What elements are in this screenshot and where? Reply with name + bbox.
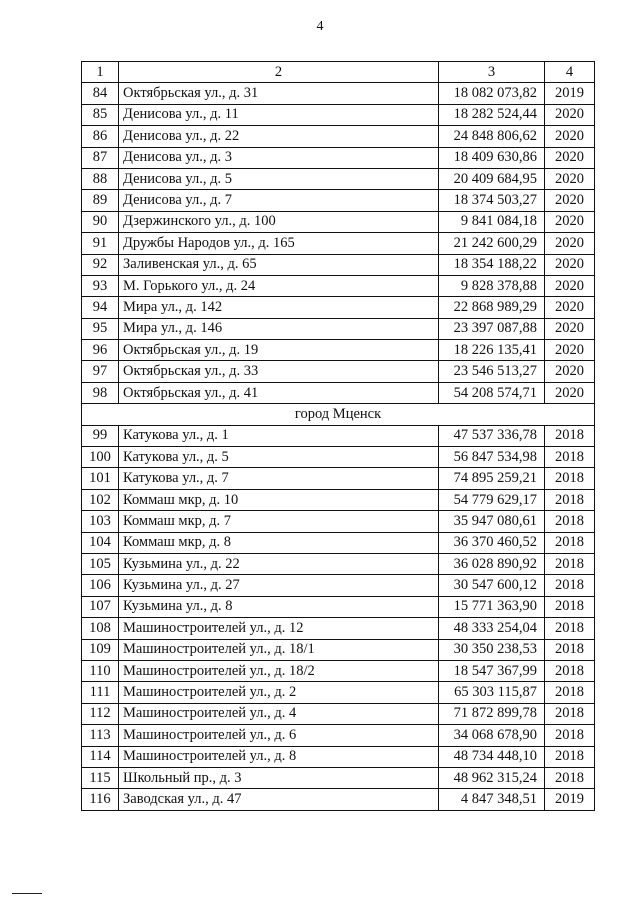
table-row <box>82 233 595 254</box>
year-cell: 2018 <box>545 746 595 767</box>
year-cell: 2020 <box>545 361 595 382</box>
row-number: 89 <box>82 190 119 211</box>
row-number: 84 <box>82 83 119 104</box>
address-cell: Октябрьская ул., д. 33 <box>119 361 439 382</box>
row-number: 96 <box>82 340 119 361</box>
table-row <box>82 297 595 318</box>
amount-cell: 56 847 534,98 <box>439 447 545 468</box>
table-row <box>82 447 595 468</box>
address-cell: Денисова ул., д. 3 <box>119 147 439 168</box>
row-number: 103 <box>82 511 119 532</box>
address-cell: Кузьмина ул., д. 8 <box>119 596 439 617</box>
row-number: 114 <box>82 746 119 767</box>
address-cell: Катукова ул., д. 7 <box>119 468 439 489</box>
amount-cell: 71 872 899,78 <box>439 703 545 724</box>
year-cell: 2020 <box>545 254 595 275</box>
table-row <box>82 340 595 361</box>
year-cell: 2018 <box>545 682 595 703</box>
year-cell: 2020 <box>545 147 595 168</box>
year-cell: 2018 <box>545 639 595 660</box>
year-cell: 2018 <box>545 660 595 681</box>
row-number: 101 <box>82 468 119 489</box>
row-number: 88 <box>82 168 119 189</box>
row-number: 102 <box>82 489 119 510</box>
table-row <box>82 425 595 446</box>
amount-cell: 34 068 678,90 <box>439 725 545 746</box>
amount-cell: 21 242 600,29 <box>439 233 545 254</box>
row-number: 86 <box>82 126 119 147</box>
address-cell: Октябрьская ул., д. 19 <box>119 340 439 361</box>
row-number: 100 <box>82 447 119 468</box>
row-number: 87 <box>82 147 119 168</box>
section-row <box>82 404 595 425</box>
table-row <box>82 211 595 232</box>
amount-cell: 35 947 080,61 <box>439 511 545 532</box>
table-row <box>82 104 595 125</box>
year-cell: 2018 <box>545 468 595 489</box>
address-cell: Денисова ул., д. 11 <box>119 104 439 125</box>
row-number: 98 <box>82 382 119 403</box>
row-number: 85 <box>82 104 119 125</box>
amount-cell: 48 962 315,24 <box>439 767 545 788</box>
address-cell: Дзержинского ул., д. 100 <box>119 211 439 232</box>
year-cell: 2020 <box>545 275 595 296</box>
table-row <box>82 275 595 296</box>
column-header-3: 3 <box>439 62 545 83</box>
year-cell: 2018 <box>545 511 595 532</box>
year-cell: 2020 <box>545 126 595 147</box>
amount-cell: 18 354 188,22 <box>439 254 545 275</box>
table-row <box>82 83 595 104</box>
year-cell: 2019 <box>545 789 595 810</box>
row-number: 113 <box>82 725 119 746</box>
address-cell: Мира ул., д. 142 <box>119 297 439 318</box>
row-number: 104 <box>82 532 119 553</box>
table-row <box>82 682 595 703</box>
row-number: 90 <box>82 211 119 232</box>
amount-cell: 30 350 238,53 <box>439 639 545 660</box>
amount-cell: 9 841 084,18 <box>439 211 545 232</box>
year-cell: 2018 <box>545 596 595 617</box>
row-number: 106 <box>82 575 119 596</box>
row-number: 93 <box>82 275 119 296</box>
year-cell: 2020 <box>545 211 595 232</box>
amount-cell: 54 779 629,17 <box>439 489 545 510</box>
address-cell: Коммаш мкр, д. 7 <box>119 511 439 532</box>
row-number: 94 <box>82 297 119 318</box>
column-header-2: 2 <box>119 62 439 83</box>
amount-cell: 18 409 630,86 <box>439 147 545 168</box>
amount-cell: 23 546 513,27 <box>439 361 545 382</box>
section-title: город Мценск <box>82 404 595 425</box>
address-cell: Машиностроителей ул., д. 8 <box>119 746 439 767</box>
table-row <box>82 489 595 510</box>
year-cell: 2018 <box>545 425 595 446</box>
year-cell: 2020 <box>545 233 595 254</box>
row-number: 109 <box>82 639 119 660</box>
table-row <box>82 468 595 489</box>
address-cell: Октябрьская ул., д. 31 <box>119 83 439 104</box>
row-number: 116 <box>82 789 119 810</box>
row-number: 111 <box>82 682 119 703</box>
amount-cell: 23 397 087,88 <box>439 318 545 339</box>
amount-cell: 18 226 135,41 <box>439 340 545 361</box>
page-number: 4 <box>316 19 324 34</box>
row-number: 92 <box>82 254 119 275</box>
address-cell: Машиностроителей ул., д. 18/1 <box>119 639 439 660</box>
year-cell: 2018 <box>545 767 595 788</box>
year-cell: 2018 <box>545 532 595 553</box>
row-number: 97 <box>82 361 119 382</box>
table-row <box>82 746 595 767</box>
register-table <box>81 61 595 811</box>
table-body-a <box>82 83 595 404</box>
amount-cell: 36 028 890,92 <box>439 553 545 574</box>
row-number: 95 <box>82 318 119 339</box>
table-row <box>82 703 595 724</box>
address-cell: Дружбы Народов ул., д. 165 <box>119 233 439 254</box>
address-cell: Октябрьская ул., д. 41 <box>119 382 439 403</box>
year-cell: 2018 <box>545 575 595 596</box>
column-header-4: 4 <box>545 62 595 83</box>
address-cell: Мира ул., д. 146 <box>119 318 439 339</box>
table-row <box>82 126 595 147</box>
table-row <box>82 168 595 189</box>
address-cell: Кузьмина ул., д. 27 <box>119 575 439 596</box>
year-cell: 2018 <box>545 553 595 574</box>
amount-cell: 18 374 503,27 <box>439 190 545 211</box>
address-cell: Денисова ул., д. 22 <box>119 126 439 147</box>
year-cell: 2018 <box>545 618 595 639</box>
address-cell: Машиностроителей ул., д. 6 <box>119 725 439 746</box>
year-cell: 2018 <box>545 447 595 468</box>
section-header <box>82 404 595 425</box>
year-cell: 2020 <box>545 190 595 211</box>
amount-cell: 20 409 684,95 <box>439 168 545 189</box>
amount-cell: 18 082 073,82 <box>439 83 545 104</box>
address-cell: Заливенская ул., д. 65 <box>119 254 439 275</box>
address-cell: Катукова ул., д. 5 <box>119 447 439 468</box>
table-row <box>82 190 595 211</box>
amount-cell: 15 771 363,90 <box>439 596 545 617</box>
table-row <box>82 382 595 403</box>
amount-cell: 30 547 600,12 <box>439 575 545 596</box>
address-cell: Машиностроителей ул., д. 2 <box>119 682 439 703</box>
table-row <box>82 575 595 596</box>
address-cell: Денисова ул., д. 7 <box>119 190 439 211</box>
year-cell: 2018 <box>545 489 595 510</box>
year-cell: 2020 <box>545 104 595 125</box>
table-row <box>82 789 595 810</box>
table-row <box>82 553 595 574</box>
row-number: 107 <box>82 596 119 617</box>
amount-cell: 47 537 336,78 <box>439 425 545 446</box>
amount-cell: 36 370 460,52 <box>439 532 545 553</box>
table-row <box>82 147 595 168</box>
table-row <box>82 511 595 532</box>
footer-rule <box>12 893 42 894</box>
address-cell: Машиностроителей ул., д. 4 <box>119 703 439 724</box>
year-cell: 2018 <box>545 725 595 746</box>
table-row <box>82 618 595 639</box>
table-row <box>82 532 595 553</box>
column-header-1: 1 <box>82 62 119 83</box>
table-row <box>82 660 595 681</box>
amount-cell: 65 303 115,87 <box>439 682 545 703</box>
table-row <box>82 254 595 275</box>
year-cell: 2020 <box>545 297 595 318</box>
address-cell: Денисова ул., д. 5 <box>119 168 439 189</box>
table-row <box>82 361 595 382</box>
amount-cell: 48 734 448,10 <box>439 746 545 767</box>
row-number: 91 <box>82 233 119 254</box>
row-number: 108 <box>82 618 119 639</box>
amount-cell: 54 208 574,71 <box>439 382 545 403</box>
amount-cell: 24 848 806,62 <box>439 126 545 147</box>
address-cell: Коммаш мкр, д. 10 <box>119 489 439 510</box>
year-cell: 2019 <box>545 83 595 104</box>
amount-cell: 48 333 254,04 <box>439 618 545 639</box>
row-number: 112 <box>82 703 119 724</box>
amount-cell: 74 895 259,21 <box>439 468 545 489</box>
table-row <box>82 767 595 788</box>
amount-cell: 18 282 524,44 <box>439 104 545 125</box>
amount-cell: 18 547 367,99 <box>439 660 545 681</box>
address-cell: Коммаш мкр, д. 8 <box>119 532 439 553</box>
table-row <box>82 318 595 339</box>
amount-cell: 9 828 378,88 <box>439 275 545 296</box>
row-number: 99 <box>82 425 119 446</box>
year-cell: 2018 <box>545 703 595 724</box>
year-cell: 2020 <box>545 318 595 339</box>
table-row <box>82 639 595 660</box>
address-cell: М. Горького ул., д. 24 <box>119 275 439 296</box>
header-row <box>82 62 595 83</box>
year-cell: 2020 <box>545 382 595 403</box>
address-cell: Кузьмина ул., д. 22 <box>119 553 439 574</box>
year-cell: 2020 <box>545 340 595 361</box>
year-cell: 2020 <box>545 168 595 189</box>
address-cell: Машиностроителей ул., д. 12 <box>119 618 439 639</box>
address-cell: Катукова ул., д. 1 <box>119 425 439 446</box>
amount-cell: 4 847 348,51 <box>439 789 545 810</box>
row-number: 110 <box>82 660 119 681</box>
table-row <box>82 725 595 746</box>
address-cell: Заводская ул., д. 47 <box>119 789 439 810</box>
address-cell: Машиностроителей ул., д. 18/2 <box>119 660 439 681</box>
table-body-b <box>82 425 595 810</box>
table-row <box>82 596 595 617</box>
row-number: 115 <box>82 767 119 788</box>
row-number: 105 <box>82 553 119 574</box>
amount-cell: 22 868 989,29 <box>439 297 545 318</box>
address-cell: Школьный пр., д. 3 <box>119 767 439 788</box>
